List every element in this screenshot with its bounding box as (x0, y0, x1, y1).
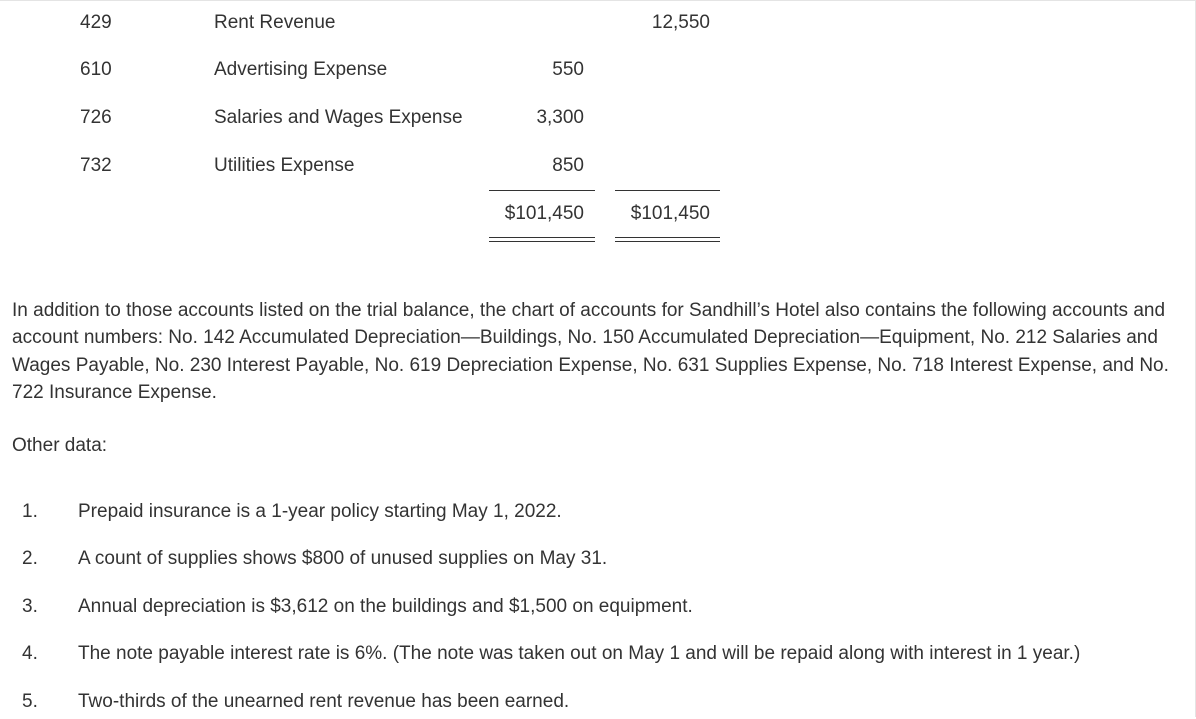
credit-amount: 12,550 (651, 12, 710, 33)
list-item-number: 3. (22, 596, 38, 617)
account-number: 610 (80, 59, 112, 80)
debit-total-double-rule-bottom (489, 241, 595, 242)
account-number: 429 (80, 12, 112, 33)
list-item-text: A count of supplies shows $800 of unused supplies on May 31. (78, 548, 608, 569)
list-item-number: 4. (22, 643, 38, 664)
list-item-text: Two-thirds of the unearned rent revenue has been earned. (78, 691, 570, 712)
list-item (0, 596, 1196, 624)
account-name: Rent Revenue (214, 12, 336, 33)
debit-amount: 850 (552, 155, 584, 176)
debit-total: $101,450 (504, 203, 584, 224)
top-border (0, 0, 1196, 1)
list-item-text: Prepaid insurance is a 1-year policy starting May 1, 2022. (78, 501, 562, 522)
credit-total-double-rule-bottom (615, 241, 720, 242)
other-data-heading: Other data: (12, 435, 108, 456)
list-item-number: 2. (22, 548, 38, 569)
credit-subtotal-rule (615, 190, 720, 191)
list-item (0, 548, 1196, 576)
trial-balance-row (0, 155, 760, 183)
debit-subtotal-rule (489, 190, 595, 191)
list-item (0, 643, 1196, 671)
account-name: Salaries and Wages Expense (214, 107, 463, 128)
trial-balance-row (0, 12, 760, 40)
trial-balance-row (0, 107, 760, 135)
debit-amount: 3,300 (536, 107, 584, 128)
credit-total: $101,450 (630, 203, 710, 224)
list-item-number: 5. (22, 691, 38, 712)
chart-of-accounts-paragraph: In addition to those accounts listed on the trial balance, the chart of accounts for Sandhill’s Hotel also contains the following accounts and account numbers: No. 142 Accumulated Depreciation—Buildings, No. 150 Accumulated Depreciation—Equipment, No. 212 Salaries and Wages Payable, No. 230 Interest Payable, No. 619 Depreciation Expense, No. 631 Supplies Expense, No. 718 Interest Expense, and No. 722 Insurance Expense. (12, 300, 1169, 403)
account-name: Utilities Expense (214, 155, 355, 176)
list-item-text: The note payable interest rate is 6%. (The note was taken out on May 1 and will be repaid along with interest in 1 year.) (78, 643, 1081, 664)
account-number: 726 (80, 107, 112, 128)
credit-total-double-rule-top (615, 237, 720, 238)
list-item (0, 501, 1196, 529)
trial-balance-row (0, 59, 760, 87)
account-name: Advertising Expense (214, 59, 388, 80)
trial-balance-totals-row (0, 203, 760, 231)
list-item-text: Annual depreciation is $3,612 on the buildings and $1,500 on equipment. (78, 596, 693, 617)
list-item-number: 1. (22, 501, 38, 522)
debit-total-double-rule-top (489, 237, 595, 238)
account-number: 732 (80, 155, 112, 176)
list-item (0, 691, 1196, 719)
debit-amount: 550 (552, 59, 584, 80)
